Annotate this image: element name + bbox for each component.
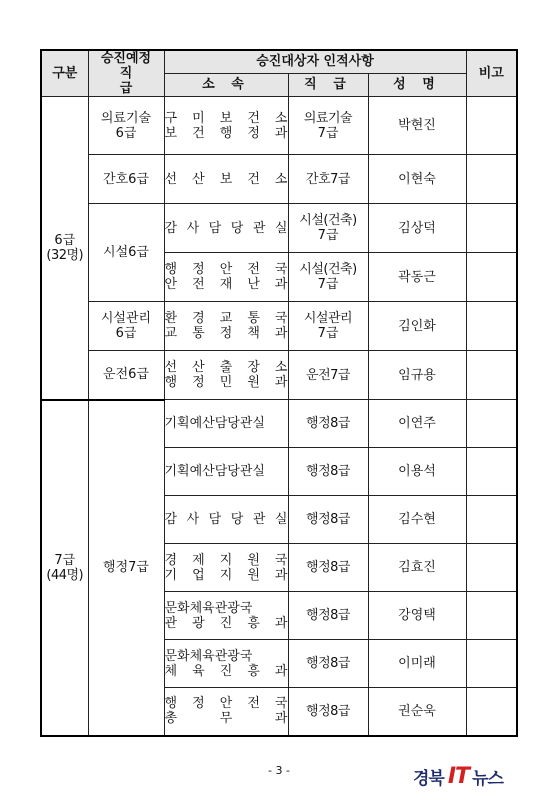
current-rank-cell <box>288 400 368 448</box>
affiliation-line2: 기 업 지 원 과 <box>164 567 288 583</box>
promotion-candidates-table <box>40 49 518 737</box>
planned-rank-line2: 6급 <box>115 326 137 341</box>
affiliation-cell <box>164 204 288 253</box>
table-row <box>41 204 517 253</box>
current-rank-line1: 시설(건축) <box>299 262 357 277</box>
current-rank-line1: 의료기술 <box>303 110 353 126</box>
header-planned-rank-line1: 승진예정 <box>100 51 152 66</box>
note-cell <box>466 204 517 253</box>
note-cell <box>466 400 517 448</box>
planned-rank-cell <box>88 97 164 155</box>
current-rank-line1: 행정8급 <box>306 560 350 575</box>
note-cell <box>466 302 517 351</box>
current-rank-line1: 행정8급 <box>306 464 350 479</box>
logo-text-right: 뉴스 <box>472 768 503 789</box>
header-note: 비고 <box>466 50 517 97</box>
current-rank-line2: 7급 <box>317 125 339 141</box>
current-rank-cell <box>288 302 368 351</box>
name-cell: 임규용 <box>368 351 466 400</box>
current-rank-line1: 행정8급 <box>306 656 350 671</box>
affiliation-cell <box>164 544 288 592</box>
affiliation-cell <box>164 97 288 155</box>
name-cell: 강영택 <box>368 592 466 640</box>
logo-text-mid: IT <box>447 763 470 789</box>
affiliation-line1: 기획예산담당관실 <box>164 416 265 431</box>
name-cell: 이용석 <box>368 448 466 496</box>
name-cell: 이현숙 <box>368 155 466 204</box>
header-candidate-info: 승진대상자 인적사항 <box>164 50 466 73</box>
affiliation-line1: 선 산 보 건 소 <box>164 171 288 187</box>
affiliation-cell <box>164 688 288 736</box>
note-cell <box>466 97 517 155</box>
affiliation-line1: 문화체육관광국 <box>164 600 253 616</box>
table-row <box>41 302 517 351</box>
table-row <box>41 351 517 400</box>
current-rank-cell <box>288 592 368 640</box>
logo-text-left: 경북 <box>413 768 444 789</box>
page-number: - 3 - <box>268 764 290 777</box>
current-rank-cell <box>288 448 368 496</box>
group-label <box>41 97 88 400</box>
affiliation-line2: 체 육 진 흥 과 <box>164 663 288 679</box>
affiliation-line2: 보 건 행 정 과 <box>164 125 288 141</box>
affiliation-line1: 구 미 보 건 소 <box>164 110 288 126</box>
affiliation-cell <box>164 155 288 204</box>
note-cell <box>466 640 517 688</box>
current-rank-line1: 운전7급 <box>306 367 350 383</box>
current-rank-line1: 시설(건축) <box>299 213 357 228</box>
name-cell: 곽동근 <box>368 253 466 302</box>
current-rank-line1: 간호7급 <box>306 171 350 187</box>
affiliation-cell <box>164 592 288 640</box>
planned-rank-line1: 행정7급 <box>103 560 149 575</box>
note-cell <box>466 351 517 400</box>
header-affiliation: 소 속 <box>164 73 288 96</box>
header-division: 구분 <box>41 50 88 97</box>
affiliation-line2: 안 전 재 난 과 <box>164 277 288 292</box>
note-cell <box>466 592 517 640</box>
planned-rank-line1: 시설6급 <box>103 245 149 260</box>
affiliation-line1: 감 사 담 당 관 실 <box>164 512 288 527</box>
note-cell <box>466 448 517 496</box>
current-rank-line1: 행정8급 <box>306 416 350 431</box>
current-rank-cell <box>288 640 368 688</box>
table-row <box>41 155 517 204</box>
planned-rank-cell <box>88 400 164 736</box>
name-cell: 박현진 <box>368 97 466 155</box>
affiliation-line1: 환 경 교 통 국 <box>164 311 288 326</box>
planned-rank-line2: 6급 <box>115 125 137 141</box>
affiliation-line2: 관 광 진 흥 과 <box>164 615 288 631</box>
planned-rank-line1: 운전6급 <box>103 367 149 383</box>
current-rank-cell <box>288 97 368 155</box>
affiliation-line2: 행 정 민 원 과 <box>164 375 288 390</box>
name-cell: 김효진 <box>368 544 466 592</box>
affiliation-line1: 문화체육관광국 <box>164 648 253 664</box>
current-rank-line2: 7급 <box>317 277 339 292</box>
current-rank-line2: 7급 <box>317 326 339 341</box>
affiliation-cell <box>164 351 288 400</box>
table-body <box>41 97 517 736</box>
group-label-line1: 7급 <box>54 552 76 568</box>
current-rank-cell <box>288 496 368 544</box>
planned-rank-cell <box>88 351 164 400</box>
affiliation-cell <box>164 302 288 351</box>
news-logo <box>413 762 551 790</box>
header-rank: 직 급 <box>288 73 368 96</box>
note-cell <box>466 155 517 204</box>
name-cell: 김인화 <box>368 302 466 351</box>
header-planned-rank <box>88 50 164 97</box>
header-planned-rank-line2: 직 급 <box>119 66 147 96</box>
current-rank-cell <box>288 253 368 302</box>
current-rank-cell <box>288 688 368 736</box>
planned-rank-line1: 의료기술 <box>100 110 152 126</box>
current-rank-cell <box>288 155 368 204</box>
affiliation-cell <box>164 253 288 302</box>
current-rank-line2: 7급 <box>317 228 339 243</box>
affiliation-line1: 행 정 안 전 국 <box>164 696 288 712</box>
affiliation-line1: 행 정 안 전 국 <box>164 262 288 277</box>
current-rank-line1: 행정8급 <box>306 703 350 719</box>
note-cell <box>466 253 517 302</box>
current-rank-cell <box>288 544 368 592</box>
group-label-line2: (32명) <box>46 247 84 263</box>
affiliation-line1: 경 제 지 원 국 <box>164 552 288 568</box>
planned-rank-line1: 시설관리 <box>100 311 152 326</box>
current-rank-line1: 행정8급 <box>306 608 350 623</box>
affiliation-line2: 총 무 과 <box>164 711 288 727</box>
affiliation-line1: 감 사 담 당 관 실 <box>164 220 288 236</box>
affiliation-cell <box>164 400 288 448</box>
note-cell <box>466 496 517 544</box>
header-name: 성 명 <box>368 73 466 96</box>
table-row <box>41 400 517 448</box>
group-label-line1: 6급 <box>54 232 76 248</box>
affiliation-cell <box>164 496 288 544</box>
planned-rank-cell <box>88 204 164 302</box>
affiliation-line2: 교 통 정 책 과 <box>164 326 288 341</box>
group-label-line2: (44명) <box>46 567 84 583</box>
current-rank-line1: 행정8급 <box>306 512 350 527</box>
planned-rank-line1: 간호6급 <box>103 171 149 187</box>
current-rank-line1: 시설관리 <box>303 311 353 326</box>
name-cell: 이연주 <box>368 400 466 448</box>
name-cell: 권순욱 <box>368 688 466 736</box>
affiliation-line1: 기획예산담당관실 <box>164 464 265 479</box>
note-cell <box>466 688 517 736</box>
note-cell <box>466 544 517 592</box>
name-cell: 이미래 <box>368 640 466 688</box>
affiliation-cell <box>164 448 288 496</box>
planned-rank-cell <box>88 155 164 204</box>
name-cell: 김수현 <box>368 496 466 544</box>
affiliation-line1: 선 산 출 장 소 <box>164 360 288 375</box>
current-rank-cell <box>288 204 368 253</box>
table-row <box>41 97 517 155</box>
group-label <box>41 400 88 736</box>
planned-rank-cell <box>88 302 164 351</box>
current-rank-cell <box>288 351 368 400</box>
affiliation-cell <box>164 640 288 688</box>
name-cell: 김상덕 <box>368 204 466 253</box>
